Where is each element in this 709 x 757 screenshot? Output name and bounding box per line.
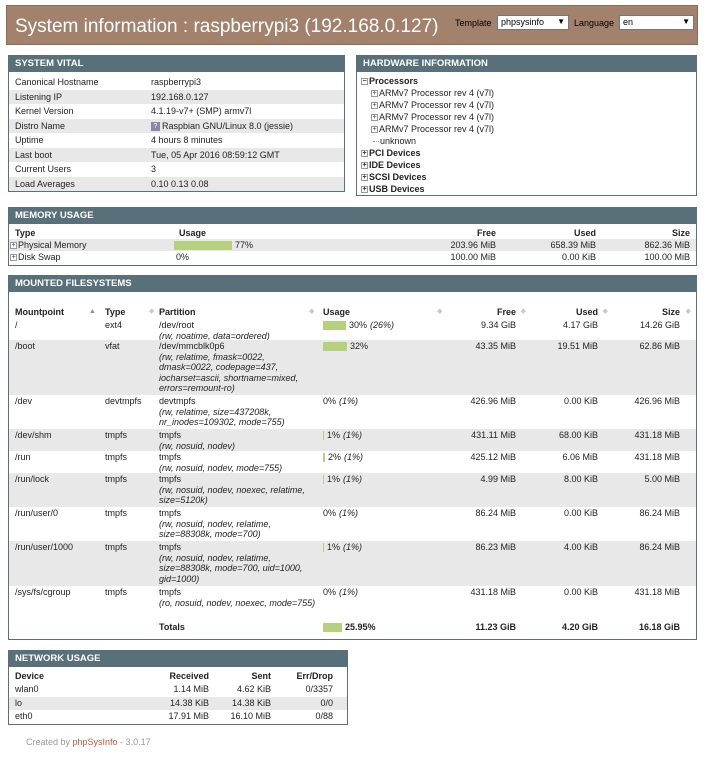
- memory-panel: [8, 207, 697, 266]
- col-sent: Sent: [251, 671, 271, 681]
- fs-partition: [159, 587, 319, 608]
- fs-size: 426.96 MiB: [634, 396, 680, 406]
- memory-used: 0.00 KiB: [561, 252, 596, 262]
- fs-type: tmpfs: [105, 474, 128, 484]
- memory-size: 862.36 MiB: [644, 240, 690, 250]
- fs-mountpoint: /run/lock: [15, 474, 50, 484]
- network-err-drop: 0/88: [315, 711, 333, 721]
- template-label: Template: [455, 18, 492, 28]
- usage-bar: [323, 453, 325, 462]
- fs-type: tmpfs: [105, 430, 128, 440]
- memory-usage: [174, 239, 253, 251]
- usage-percent: 0%: [323, 396, 337, 406]
- fs-type: ext4: [105, 320, 123, 330]
- sort-icon[interactable]: ◆: [520, 308, 526, 315]
- usage-bar: [323, 431, 324, 440]
- system-vital-title: SYSTEM VITAL: [9, 56, 344, 72]
- fs-device: tmpfs: [159, 452, 182, 462]
- fs-usage: [323, 320, 394, 330]
- fs-type: tmpfs: [105, 508, 128, 518]
- vital-key: Load Averages: [15, 178, 75, 189]
- vital-value-text: 0.10 0.13 0.08: [151, 178, 209, 189]
- col-free[interactable]: Free: [496, 307, 516, 317]
- tree-label: PCI Devices: [369, 148, 421, 158]
- vital-key: Last boot: [15, 149, 53, 160]
- fs-free: 426.96 MiB: [470, 396, 516, 406]
- vital-value: [151, 75, 201, 90]
- system-vital-panel: [8, 55, 345, 192]
- network-device: wlan0: [15, 684, 39, 694]
- hardware-tree: [357, 72, 696, 195]
- fs-partition: [159, 474, 319, 506]
- fs-size: 431.18 MiB: [634, 587, 680, 597]
- fs-partition: [159, 341, 319, 394]
- fs-usage: [323, 474, 362, 484]
- network-title: NETWORK USAGE: [9, 651, 347, 667]
- fs-used: 68.00 KiB: [558, 430, 598, 440]
- memory-title: MEMORY USAGE: [9, 208, 696, 224]
- tree-label: SCSI Devices: [369, 172, 427, 182]
- fs-device: tmpfs: [159, 508, 182, 518]
- totals-size: 16.18 GiB: [638, 622, 680, 632]
- col-type[interactable]: Type: [105, 307, 126, 317]
- memory-table: [9, 227, 696, 269]
- collapse-icon: −: [362, 78, 367, 86]
- usage-percent: 25.95%: [345, 622, 376, 632]
- sort-icon[interactable]: ▲: [89, 308, 96, 315]
- fs-mountpoint: /boot: [15, 341, 36, 351]
- fs-used: 0.00 KiB: [563, 508, 598, 518]
- tree-item-cpu[interactable]: [361, 87, 696, 99]
- fs-free: 431.11 MiB: [471, 430, 516, 440]
- usage-percent: 77%: [235, 240, 254, 250]
- vital-row: [9, 75, 344, 90]
- tree-label: ARMv7 Processor rev 4 (v7l): [379, 88, 495, 98]
- network-sent: 16.10 MiB: [230, 711, 271, 721]
- fs-usage: [323, 587, 358, 597]
- totals-usage: [323, 620, 376, 634]
- fs-row: [9, 429, 696, 451]
- col-received: Received: [169, 671, 209, 681]
- usage-percent: 0%: [323, 587, 337, 597]
- fs-options: (rw, nosuid, nodev, relatime, size=88308k, mode=700): [159, 518, 271, 539]
- vital-value: [151, 133, 223, 148]
- vital-key: Listening IP: [15, 91, 63, 102]
- fs-mountpoint: /: [15, 320, 18, 330]
- tree-label: IDE Devices: [369, 160, 421, 170]
- expand-icon: +: [362, 186, 367, 194]
- sort-icon[interactable]: ◆: [437, 308, 443, 315]
- usage-bar: [323, 475, 324, 484]
- vital-key: Kernel Version: [15, 106, 74, 116]
- memory-size: 100.00 MiB: [644, 252, 690, 262]
- vital-row: [9, 177, 344, 192]
- totals-label: Totals: [159, 622, 185, 632]
- vital-value: [151, 90, 209, 105]
- network-header-row: [9, 669, 347, 683]
- fs-device: tmpfs: [159, 430, 182, 440]
- phpsysinfo-link[interactable]: phpSysInfo: [72, 737, 118, 747]
- fs-type: tmpfs: [105, 587, 128, 597]
- filesystems-table: [9, 305, 696, 652]
- fs-row: [9, 395, 696, 429]
- filesystems-panel: [8, 275, 697, 640]
- col-usage[interactable]: Usage: [323, 307, 351, 317]
- tree-item-cpu[interactable]: [361, 99, 696, 111]
- fs-partition: [159, 542, 319, 584]
- vital-value-text: 4 hours 8 minutes: [151, 135, 223, 145]
- chevron-down-icon: ▼: [557, 17, 565, 26]
- usage-percent: 1%: [327, 430, 341, 440]
- fs-mountpoint: /run/user/0: [15, 508, 59, 518]
- fs-device: /dev/root: [159, 320, 195, 330]
- fs-size: 431.18 MiB: [634, 452, 680, 462]
- usage-percent: 32%: [350, 341, 369, 351]
- fs-type: tmpfs: [105, 452, 128, 462]
- usage-percent: 2%: [328, 452, 342, 462]
- fs-usage: [323, 341, 368, 351]
- fs-row: [9, 451, 696, 473]
- usage-inodes-percent: (1%): [339, 508, 359, 518]
- fs-free: 4.99 MiB: [480, 474, 516, 484]
- fs-partition: [159, 430, 319, 451]
- template-select-value: phpsysinfo: [501, 17, 545, 27]
- sort-icon[interactable]: ◆: [149, 308, 155, 315]
- vital-key: Distro Name: [15, 120, 66, 131]
- fs-used: 8.00 KiB: [563, 474, 598, 484]
- footer-version: - 3.0.17: [117, 737, 151, 747]
- fs-usage: [323, 542, 362, 552]
- memory-used: 658.39 MiB: [550, 240, 596, 250]
- usage-inodes-percent: (1%): [339, 587, 359, 597]
- fs-used: 4.17 GiB: [562, 320, 598, 330]
- network-row: [9, 683, 347, 697]
- fs-usage: [323, 396, 358, 406]
- tree-item-devices[interactable]: [361, 159, 696, 171]
- vital-value-text: Tue, 05 Apr 2016 08:59:12 GMT: [151, 149, 280, 160]
- memory-row[interactable]: [9, 251, 696, 263]
- col-device: Device: [15, 671, 45, 681]
- template-select[interactable]: [497, 15, 569, 30]
- network-received: 14.38 KiB: [169, 697, 209, 708]
- language-label: Language: [574, 18, 615, 28]
- hardware-panel: [356, 55, 697, 196]
- usage-inodes-percent: (1%): [343, 542, 363, 552]
- col-err-drop: Err/Drop: [296, 671, 333, 681]
- memory-type-label: Disk Swap: [18, 252, 61, 262]
- memory-row[interactable]: [9, 239, 696, 251]
- fs-usage: [323, 508, 358, 518]
- col-type: Type: [15, 228, 36, 238]
- fs-row: [9, 507, 696, 541]
- fs-used: 4.00 KiB: [563, 542, 598, 552]
- fs-mountpoint: /dev: [15, 396, 33, 406]
- vital-value-text: 3: [151, 164, 157, 174]
- tree-item-devices[interactable]: [361, 147, 696, 159]
- vital-key: Canonical Hostname: [15, 77, 99, 87]
- fs-used: 6.06 MiB: [562, 452, 598, 462]
- fs-type: tmpfs: [105, 542, 128, 552]
- usage-inodes-percent: (26%): [370, 320, 395, 330]
- expand-icon: +: [362, 162, 367, 170]
- col-used[interactable]: Used: [575, 307, 598, 317]
- usage-inodes-percent: (1%): [344, 452, 364, 462]
- network-panel: [8, 650, 348, 725]
- sort-icon[interactable]: ◆: [685, 308, 691, 315]
- fs-size: 62.86 MiB: [639, 341, 680, 351]
- fs-mountpoint: /run: [15, 452, 31, 462]
- expand-icon: +: [11, 254, 16, 262]
- fs-row: [9, 319, 696, 340]
- usage-percent: 30%: [349, 320, 368, 330]
- fs-usage: [323, 452, 363, 462]
- fs-usage: [323, 430, 362, 440]
- tree-label: USB Devices: [369, 184, 425, 194]
- usage-bar: [323, 623, 342, 632]
- network-table: [9, 669, 347, 726]
- usage-percent: 1%: [327, 542, 341, 552]
- vital-value: [151, 177, 209, 192]
- fs-used: 0.00 KiB: [563, 587, 598, 597]
- fs-used: 19.51 MiB: [557, 341, 598, 351]
- usage-percent: 0%: [176, 252, 190, 262]
- vital-key: Current Users: [15, 164, 72, 174]
- fs-options: (rw, noatime, data=ordered): [159, 330, 270, 341]
- memory-type: [10, 251, 61, 263]
- network-sent: 14.38 KiB: [231, 697, 271, 708]
- col-mountpoint[interactable]: Mountpoint: [15, 307, 64, 317]
- network-sent: 4.62 KiB: [236, 684, 271, 694]
- memory-usage: [174, 251, 189, 263]
- expand-icon: +: [372, 90, 377, 98]
- fs-partition: [159, 508, 319, 540]
- sort-icon[interactable]: ◆: [602, 308, 608, 315]
- col-usage: Usage: [179, 228, 207, 238]
- fs-row: [9, 340, 696, 395]
- usage-inodes-percent: (1%): [343, 430, 363, 440]
- memory-type-label: Physical Memory: [18, 240, 87, 250]
- col-size: Size: [671, 228, 690, 238]
- chevron-down-icon: ▼: [682, 17, 690, 26]
- fs-size: 14.26 GiB: [639, 320, 680, 330]
- vital-row: [9, 148, 344, 163]
- network-received: 1.14 MiB: [173, 684, 209, 694]
- memory-header-row: [9, 227, 696, 239]
- filesystems-title: MOUNTED FILESYSTEMS: [9, 276, 696, 292]
- vital-value: [151, 104, 251, 119]
- fs-free: 431.18 MiB: [470, 587, 516, 597]
- system-vital-list: [9, 72, 344, 191]
- fs-options: (rw, relatime, fmask=0022, dmask=0022, codepage=437, iocharset=ascii, shortname=mixed, errors=remount-ro): [159, 351, 299, 393]
- fs-device: /dev/mmcblk0p6: [159, 341, 225, 351]
- vital-row: [9, 119, 344, 134]
- network-err-drop: 0/3357: [305, 684, 333, 694]
- fs-options: (rw, nosuid, nodev): [159, 440, 236, 451]
- language-select-value: en: [623, 17, 634, 27]
- footer-prefix: Created by: [26, 737, 73, 747]
- col-size[interactable]: Size: [661, 307, 680, 317]
- page-title: System information : raspberrypi3 (192.168.0.127): [15, 16, 439, 37]
- expand-icon: +: [362, 150, 367, 158]
- fs-options: (rw, nosuid, nodev, noexec, relatime, size=5120k): [159, 484, 305, 505]
- network-device: lo: [15, 697, 23, 708]
- fs-mountpoint: /run/user/1000: [15, 542, 74, 552]
- network-device: eth0: [15, 711, 33, 721]
- fs-device: devtmpfs: [159, 396, 196, 406]
- expand-icon: +: [372, 102, 377, 110]
- tree-label: Processors: [369, 76, 419, 86]
- fs-size: 86.24 MiB: [639, 508, 680, 518]
- fs-size: 431.18 MiB: [634, 430, 680, 440]
- usage-inodes-percent: (1%): [339, 396, 359, 406]
- usage-bar: [323, 543, 324, 552]
- fs-device: tmpfs: [159, 474, 182, 484]
- network-row: [9, 710, 347, 724]
- fs-size: 86.24 MiB: [639, 542, 680, 552]
- fs-row: [9, 586, 696, 620]
- fs-partition: [159, 396, 319, 428]
- memory-free: 100.00 MiB: [450, 252, 496, 262]
- page-header: [6, 5, 698, 45]
- memory-type: [10, 239, 87, 251]
- vital-value-text: 4.1.19-v7+ (SMP) armv7l: [151, 106, 252, 116]
- tree-label: ARMv7 Processor rev 4 (v7l): [379, 124, 495, 134]
- usage-bar: [323, 321, 346, 330]
- expand-icon: +: [11, 242, 16, 250]
- expand-icon: +: [372, 126, 377, 134]
- fs-mountpoint: /sys/fs/cgroup: [15, 587, 71, 597]
- network-row: [9, 697, 347, 711]
- fs-options: (rw, relatime, size=437208k, nr_inodes=109302, mode=755): [159, 406, 285, 427]
- vital-row: [9, 162, 344, 177]
- hardware-title: HARDWARE INFORMATION: [357, 56, 696, 72]
- fs-mountpoint: /dev/shm: [15, 430, 52, 440]
- vital-row: [9, 90, 344, 105]
- vital-row: [9, 133, 344, 148]
- fs-free: 43.35 MiB: [475, 341, 516, 351]
- fs-device: tmpfs: [159, 587, 182, 597]
- fs-options: (ro, nosuid, nodev, noexec, mode=755): [159, 597, 316, 608]
- fs-free: 9.34 GiB: [480, 320, 516, 330]
- fs-header-row: [9, 305, 696, 319]
- tree-label: ARMv7 Processor rev 4 (v7l): [379, 100, 495, 110]
- tree-label: unknown: [380, 136, 417, 146]
- network-err-drop: 0/0: [320, 697, 333, 708]
- expand-icon: +: [372, 114, 377, 122]
- col-used: Used: [573, 228, 596, 238]
- fs-totals-row: [9, 620, 696, 634]
- fs-row: [9, 541, 696, 586]
- usage-bar: [174, 241, 232, 250]
- vital-row: [9, 104, 344, 119]
- totals-free: 11.23 GiB: [475, 622, 516, 632]
- vital-value-text: Raspbian GNU/Linux 8.0 (jessie): [162, 120, 294, 131]
- vital-key: Uptime: [15, 135, 44, 145]
- sort-icon[interactable]: ◆: [309, 308, 315, 315]
- expand-icon: +: [362, 174, 367, 182]
- fs-options: (rw, nosuid, nodev, mode=755): [159, 462, 283, 473]
- footer: [26, 737, 151, 747]
- fs-free: 425.12 MiB: [470, 452, 516, 462]
- language-select[interactable]: [619, 15, 694, 30]
- fs-used: 0.00 KiB: [563, 396, 598, 406]
- vital-value: [151, 148, 280, 163]
- vital-value-text: 192.168.0.127: [151, 91, 209, 102]
- tree-item-devices[interactable]: [361, 183, 696, 195]
- tree-connector: [373, 141, 379, 142]
- usage-inodes-percent: (1%): [343, 474, 363, 484]
- distro-icon: ?: [151, 122, 160, 131]
- fs-free: 86.23 MiB: [475, 542, 516, 552]
- tree-item-unknown: [361, 135, 696, 147]
- fs-device: tmpfs: [159, 542, 182, 552]
- vital-value: [151, 119, 293, 134]
- col-free: Free: [476, 228, 496, 238]
- fs-size: 5.00 MiB: [644, 474, 680, 484]
- network-received: 17.91 MiB: [168, 711, 209, 721]
- fs-row: [9, 473, 696, 507]
- tree-item-cpu[interactable]: [361, 111, 696, 123]
- usage-bar: [323, 342, 347, 351]
- fs-type: vfat: [105, 341, 120, 351]
- fs-free: 86.24 MiB: [475, 508, 516, 518]
- fs-partition: [159, 320, 319, 341]
- fs-partition: [159, 452, 319, 473]
- tree-item-devices[interactable]: [361, 171, 696, 183]
- fs-options: (rw, nosuid, nodev, relatime, size=88308k, mode=700, uid=1000, gid=1000): [159, 552, 303, 584]
- tree-item-cpu[interactable]: [361, 123, 696, 135]
- vital-value: [151, 162, 156, 177]
- memory-free: 203.96 MiB: [450, 240, 496, 250]
- col-partition[interactable]: Partition: [159, 307, 196, 317]
- tree-item-processors[interactable]: [361, 75, 696, 87]
- tree-label: ARMv7 Processor rev 4 (v7l): [379, 112, 495, 122]
- vital-value-text: raspberrypi3: [151, 77, 202, 87]
- fs-type: devtmpfs: [105, 396, 142, 406]
- usage-percent: 0%: [323, 508, 337, 518]
- usage-percent: 1%: [327, 474, 341, 484]
- totals-used: 4.20 GiB: [561, 622, 598, 632]
